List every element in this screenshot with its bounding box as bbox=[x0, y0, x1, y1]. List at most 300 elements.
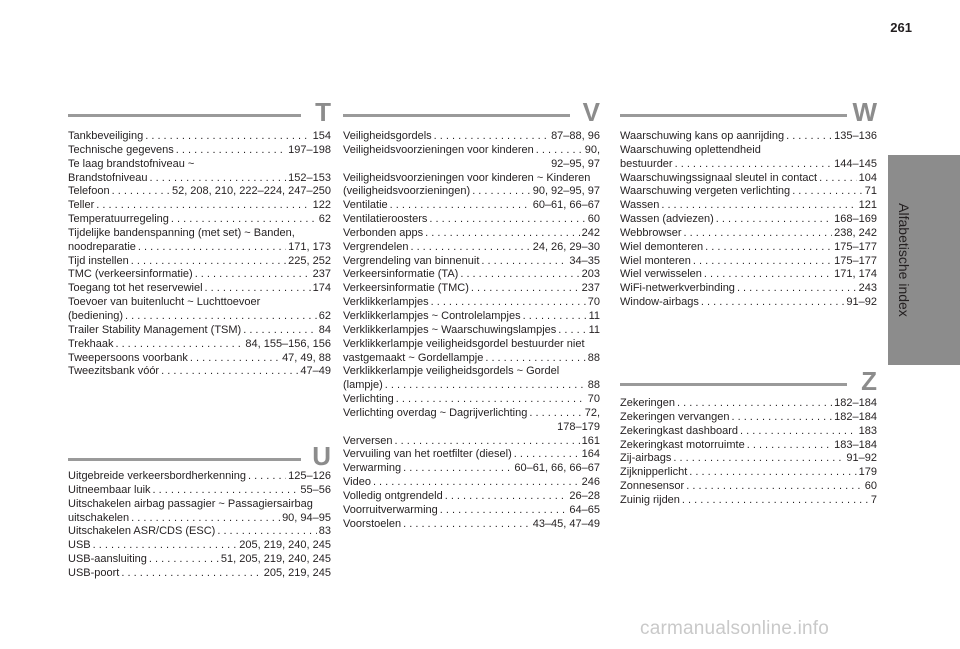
index-entry bbox=[343, 268, 600, 282]
dot-leader bbox=[677, 397, 832, 411]
entry-row bbox=[68, 130, 331, 144]
entry-text: Toegang tot het reservewiel bbox=[68, 282, 203, 295]
section-letter: V bbox=[582, 97, 600, 127]
page-number: 261 bbox=[890, 20, 912, 35]
entry-row bbox=[620, 158, 877, 172]
dot-leader bbox=[96, 199, 310, 213]
dot-leader bbox=[431, 296, 586, 310]
entry-row bbox=[343, 504, 600, 518]
entry-pages: 84 bbox=[318, 323, 331, 336]
dot-leader bbox=[686, 480, 863, 494]
index-entry bbox=[343, 324, 600, 338]
entry-text: Veiligheidsvoorzieningen voor kinderen ~ Kinderen bbox=[343, 171, 591, 184]
entry-row bbox=[620, 199, 877, 213]
entry-pages: 47, 49, 88 bbox=[282, 351, 331, 364]
entry-pages: 243 bbox=[858, 282, 877, 295]
entry-text: Voorstoelen bbox=[343, 517, 402, 530]
index-entry bbox=[620, 397, 877, 411]
entry-text: Veiligheidsgordels bbox=[343, 130, 432, 142]
entry-text: vastgemaakt ~ Gordellampje bbox=[343, 351, 484, 364]
entry-text: Trailer Stability Management (TSM) bbox=[68, 323, 242, 336]
entry-row bbox=[343, 310, 600, 324]
entry-row bbox=[343, 393, 600, 407]
entry-row bbox=[620, 439, 877, 453]
entry-row bbox=[68, 553, 331, 567]
index-entry bbox=[68, 227, 331, 255]
entry-pages: 161 bbox=[581, 434, 600, 447]
dot-leader bbox=[460, 268, 579, 282]
dot-leader bbox=[536, 144, 583, 158]
entry-text: Ventilatie bbox=[343, 199, 388, 212]
dot-leader bbox=[403, 518, 531, 532]
dot-leader bbox=[819, 172, 857, 186]
entry-pages: 11 bbox=[588, 323, 600, 336]
dot-leader bbox=[786, 130, 832, 144]
dot-leader bbox=[138, 241, 286, 255]
entry-text: Tweepersoons voorbank bbox=[68, 351, 188, 364]
entry-text: Waarschuwingssignaal sleutel in contact bbox=[620, 171, 818, 184]
entry-text: USB-poort bbox=[68, 566, 120, 579]
index-entry bbox=[620, 130, 877, 144]
entry-pages: 104 bbox=[858, 171, 877, 184]
entry-pages: 171, 173 bbox=[288, 240, 331, 253]
index-entry bbox=[343, 199, 600, 213]
entry-row bbox=[343, 255, 600, 269]
entry-text: Verklikkerlampje veiligheidsgordel bestuurder niet bbox=[343, 337, 585, 350]
entry-text: Telefoon bbox=[68, 185, 110, 198]
index-entry bbox=[68, 498, 331, 526]
entry-pages: 60–61, 66, 66–67 bbox=[514, 462, 600, 475]
entry-text: Voorruitverwarming bbox=[343, 503, 438, 516]
entry-pages: 182–184 bbox=[834, 410, 877, 423]
side-tab-label-box bbox=[886, 155, 922, 365]
dot-leader bbox=[205, 282, 311, 296]
dot-leader bbox=[673, 452, 844, 466]
index-entry bbox=[343, 241, 600, 255]
entry-text: Wiel demonteren bbox=[620, 240, 704, 253]
entry-pages: 91–92 bbox=[846, 296, 877, 309]
entry-row bbox=[620, 241, 877, 255]
index-entry bbox=[343, 213, 600, 227]
entry-row bbox=[620, 466, 877, 480]
dot-leader bbox=[171, 213, 317, 227]
index-entry bbox=[620, 466, 877, 480]
index-entry bbox=[68, 338, 331, 352]
section-header-w bbox=[620, 99, 877, 125]
index-entry bbox=[620, 185, 877, 199]
dot-leader bbox=[792, 185, 863, 199]
dot-leader bbox=[373, 476, 580, 490]
entry-row bbox=[343, 213, 600, 227]
entry-row bbox=[343, 227, 600, 241]
index-entry bbox=[620, 282, 877, 296]
entry-pages: 154 bbox=[312, 130, 331, 142]
index-entry bbox=[68, 553, 331, 567]
entry-pages: 71 bbox=[864, 185, 877, 198]
entry-pages: 183–184 bbox=[834, 438, 877, 451]
index-entry bbox=[68, 213, 331, 227]
dot-leader bbox=[693, 255, 832, 269]
section-letter: T bbox=[315, 97, 331, 127]
dot-leader bbox=[675, 158, 833, 172]
entry-text: noodreparatie bbox=[68, 240, 136, 253]
index-entry bbox=[68, 324, 331, 338]
entry-text: Verlichting bbox=[343, 393, 394, 406]
entries-z bbox=[620, 397, 877, 508]
entry-text: uitschakelen bbox=[68, 511, 130, 524]
dot-leader bbox=[396, 393, 586, 407]
index-entry bbox=[68, 255, 331, 269]
entry-pages: 175–177 bbox=[834, 254, 877, 267]
entry-pages: 179 bbox=[858, 466, 877, 479]
side-tab-label: Alfabetische index bbox=[896, 203, 913, 317]
index-entry bbox=[620, 425, 877, 439]
dot-leader bbox=[390, 199, 531, 213]
dot-leader bbox=[429, 213, 585, 227]
entry-row bbox=[343, 352, 600, 366]
entry-row bbox=[68, 199, 331, 213]
entry-text: Verlichting overdag ~ Dagrijverlichting bbox=[343, 406, 528, 419]
index-entry bbox=[68, 484, 331, 498]
entry-text: Video bbox=[343, 476, 371, 489]
entry-pages: 88 bbox=[587, 379, 600, 392]
entry-pages: 51, 205, 219, 240, 245 bbox=[220, 553, 331, 566]
dot-leader bbox=[248, 470, 286, 484]
entries-t bbox=[68, 130, 331, 379]
entry-pages: 175–177 bbox=[834, 240, 877, 253]
entry-row bbox=[620, 172, 877, 186]
entry-row bbox=[68, 512, 331, 526]
dot-leader bbox=[131, 255, 286, 269]
entry-row bbox=[343, 379, 600, 393]
index-entry bbox=[343, 255, 600, 269]
entry-text: Webbrowser bbox=[620, 226, 682, 239]
index-entry bbox=[68, 158, 331, 186]
index-entry bbox=[343, 282, 600, 296]
entry-row bbox=[343, 518, 600, 532]
entry-pages: 238, 242 bbox=[834, 226, 877, 239]
entry-row bbox=[68, 365, 331, 379]
entry-text: Technische gegevens bbox=[68, 143, 174, 156]
entry-pages: 70 bbox=[587, 296, 600, 309]
entries-w bbox=[620, 130, 877, 310]
entry-text: Verkeersinformatie (TA) bbox=[343, 268, 459, 281]
entry-pages-continued: 92–95, 97 bbox=[551, 157, 600, 170]
index-entry bbox=[68, 282, 331, 296]
entry-pages: 24, 26, 29–30 bbox=[532, 240, 600, 253]
index-entry bbox=[343, 435, 600, 449]
entries-v bbox=[343, 130, 600, 531]
dot-leader bbox=[701, 296, 845, 310]
entry-text: Brandstofniveau bbox=[68, 171, 148, 184]
entry-text: Wiel verwisselen bbox=[620, 268, 702, 281]
section-rule bbox=[343, 114, 570, 117]
dot-leader bbox=[440, 504, 568, 518]
dot-leader bbox=[445, 490, 568, 504]
entry-text: Verbonden apps bbox=[343, 226, 424, 239]
entry-text: Te laag brandstofniveau ~ bbox=[68, 157, 195, 170]
entry-text: Vervuiling van het roetfilter (diesel) bbox=[343, 448, 512, 461]
entry-row bbox=[343, 130, 600, 144]
dot-leader bbox=[121, 567, 261, 581]
entry-row bbox=[620, 494, 877, 508]
entry-text: Vergrendelen bbox=[343, 240, 409, 253]
entry-text: Zuinig rijden bbox=[620, 493, 680, 506]
index-entry bbox=[343, 518, 600, 532]
dot-leader bbox=[403, 462, 512, 476]
entry-row bbox=[620, 130, 877, 144]
entry-pages: 91–92 bbox=[846, 452, 877, 465]
entry-text: Verklikkerlampjes bbox=[343, 296, 429, 309]
dot-leader bbox=[471, 282, 580, 296]
entry-row bbox=[343, 268, 600, 282]
index-entry bbox=[343, 448, 600, 462]
dot-leader bbox=[115, 338, 243, 352]
entry-pages: 90, bbox=[584, 143, 600, 156]
entry-pages: 60–61, 66–67 bbox=[532, 199, 600, 212]
dot-leader bbox=[434, 130, 549, 144]
dot-leader bbox=[153, 484, 299, 498]
entry-row bbox=[68, 213, 331, 227]
entry-text: Tijdelijke bandenspanning (met set) ~ Banden, bbox=[68, 226, 295, 239]
entry-text: Waarschuwing oplettendheid bbox=[620, 143, 761, 156]
entry-row bbox=[343, 476, 600, 490]
entry-row bbox=[343, 435, 600, 449]
entry-row bbox=[68, 255, 331, 269]
entry-row bbox=[68, 338, 331, 352]
entry-text: Zekeringkast dashboard bbox=[620, 424, 739, 437]
dot-leader bbox=[704, 268, 832, 282]
entry-pages: 87–88, 96 bbox=[551, 130, 600, 142]
dot-leader bbox=[529, 407, 582, 421]
entry-text: Tankbeveiliging bbox=[68, 130, 144, 142]
entry-pages: 64–65 bbox=[569, 503, 600, 516]
dot-leader bbox=[217, 525, 316, 539]
dot-leader bbox=[385, 379, 586, 393]
entry-row bbox=[620, 213, 877, 227]
entry-text: (veiligheidsvoorzieningen) bbox=[343, 185, 471, 198]
entry-text: Volledig ontgrendeld bbox=[343, 489, 443, 502]
index-entry bbox=[620, 296, 877, 310]
index-entry bbox=[68, 567, 331, 581]
entry-pages: 168–169 bbox=[834, 213, 877, 226]
dot-leader bbox=[149, 553, 219, 567]
entry-text: Temperatuurregeling bbox=[68, 213, 169, 226]
entry-text: Verklikkerlampjes ~ Waarschuwingslampjes bbox=[343, 323, 557, 336]
entry-pages: 83 bbox=[318, 525, 331, 538]
entry-row bbox=[343, 448, 600, 462]
entry-row bbox=[620, 425, 877, 439]
entry-pages: 43–45, 47–49 bbox=[532, 517, 600, 530]
index-entry bbox=[620, 213, 877, 227]
index-entry bbox=[620, 480, 877, 494]
entry-text: (bediening) bbox=[68, 309, 124, 322]
index-entry bbox=[620, 439, 877, 453]
index-entry bbox=[68, 199, 331, 213]
dot-leader bbox=[481, 255, 567, 269]
index-entry bbox=[620, 144, 877, 172]
entry-pages: 60 bbox=[587, 213, 600, 226]
index-entry bbox=[343, 144, 600, 172]
entry-pages: 205, 219, 240, 245 bbox=[239, 539, 331, 552]
entry-text: Uitgebreide verkeersbordherkenning bbox=[68, 470, 246, 482]
entry-text: Window-airbags bbox=[620, 296, 699, 309]
index-entry bbox=[68, 525, 331, 539]
entry-row bbox=[343, 144, 600, 158]
dot-leader bbox=[425, 227, 580, 241]
index-entry bbox=[620, 199, 877, 213]
entry-row bbox=[620, 185, 877, 199]
entry-row bbox=[68, 144, 331, 158]
entry-pages: 135–136 bbox=[834, 130, 877, 142]
index-entry bbox=[68, 144, 331, 158]
entry-pages: 197–198 bbox=[288, 143, 331, 156]
index-entry bbox=[343, 227, 600, 241]
entry-pages: 237 bbox=[581, 282, 600, 295]
entry-pages: 152–153 bbox=[288, 171, 331, 184]
entry-pages: 7 bbox=[870, 493, 877, 506]
entry-text: Tweezitsbank vóór bbox=[68, 365, 160, 378]
entry-pages: 11 bbox=[588, 309, 600, 322]
dot-leader bbox=[737, 282, 857, 296]
entry-row bbox=[68, 268, 331, 282]
entry-text: Wiel monteren bbox=[620, 254, 691, 267]
entry-row bbox=[68, 525, 331, 539]
entry-pages: 72, bbox=[584, 406, 600, 419]
entry-text: Waarschuwing kans op aanrijding bbox=[620, 130, 785, 142]
index-entry bbox=[68, 539, 331, 553]
dot-leader bbox=[747, 439, 832, 453]
section-header-v bbox=[343, 99, 600, 125]
dot-leader bbox=[150, 172, 287, 186]
index-entry bbox=[620, 452, 877, 466]
section-header-u bbox=[68, 443, 331, 469]
index-entry bbox=[620, 494, 877, 508]
entry-row bbox=[620, 397, 877, 411]
section-rule bbox=[68, 458, 301, 461]
index-entry bbox=[343, 172, 600, 200]
entry-text: Verwarming bbox=[343, 462, 402, 475]
entry-row bbox=[343, 241, 600, 255]
entry-pages: 242 bbox=[581, 226, 600, 239]
entry-row bbox=[343, 282, 600, 296]
entry-text: Zijknipperlicht bbox=[620, 466, 688, 479]
entry-text: Waarschuwing vergeten verlichting bbox=[620, 185, 791, 198]
entry-pages: 122 bbox=[312, 199, 331, 212]
entry-row bbox=[343, 185, 600, 199]
dot-leader bbox=[93, 539, 238, 553]
index-entry bbox=[68, 268, 331, 282]
dot-leader bbox=[684, 227, 833, 241]
entries-u bbox=[68, 470, 331, 581]
section-letter: U bbox=[312, 441, 331, 471]
entry-row bbox=[343, 296, 600, 310]
index-entry bbox=[68, 296, 331, 324]
dot-leader bbox=[161, 365, 298, 379]
dot-leader bbox=[705, 241, 832, 255]
index-entry bbox=[343, 365, 600, 393]
entry-pages: 60 bbox=[864, 480, 877, 493]
entry-pages: 125–126 bbox=[288, 470, 331, 482]
entry-pages: 171, 174 bbox=[834, 268, 877, 281]
index-entry bbox=[343, 310, 600, 324]
entry-pages: 62 bbox=[318, 309, 331, 322]
entry-text: Uitschakelen ASR/CDS (ESC) bbox=[68, 525, 216, 538]
entry-row bbox=[68, 241, 331, 255]
index-entry bbox=[68, 130, 331, 144]
entry-row bbox=[68, 470, 331, 484]
dot-leader bbox=[682, 494, 869, 508]
dot-leader bbox=[395, 435, 580, 449]
entry-text: Verversen bbox=[343, 434, 393, 447]
section-rule bbox=[620, 114, 847, 117]
dot-leader bbox=[195, 268, 311, 282]
section-header-t bbox=[68, 99, 331, 125]
entry-pages-continued: 178–179 bbox=[557, 420, 600, 433]
entry-row bbox=[620, 227, 877, 241]
entry-row bbox=[68, 539, 331, 553]
entry-text: (lampje) bbox=[343, 379, 383, 392]
entry-text: Zekeringen vervangen bbox=[620, 410, 730, 423]
entry-row bbox=[620, 480, 877, 494]
dot-leader bbox=[410, 241, 530, 255]
entry-row bbox=[68, 282, 331, 296]
entry-row bbox=[68, 185, 331, 199]
entry-pages: 26–28 bbox=[569, 489, 600, 502]
entry-pages: 225, 252 bbox=[288, 254, 331, 267]
dot-leader bbox=[716, 213, 832, 227]
dot-leader bbox=[558, 324, 586, 338]
entry-row bbox=[343, 407, 600, 421]
entry-pages: 34–35 bbox=[569, 254, 600, 267]
index-entry bbox=[68, 185, 331, 199]
entry-text: TMC (verkeersinformatie) bbox=[68, 268, 193, 281]
dot-leader bbox=[131, 512, 280, 526]
dot-leader bbox=[661, 199, 856, 213]
entry-text: Ventilatieroosters bbox=[343, 213, 428, 226]
entry-row bbox=[68, 172, 331, 186]
entry-row bbox=[343, 462, 600, 476]
entry-pages: 183 bbox=[858, 424, 877, 437]
entry-text: USB bbox=[68, 539, 91, 552]
entry-row bbox=[620, 268, 877, 282]
entry-text: Wassen (adviezen) bbox=[620, 213, 714, 226]
index-entry bbox=[343, 296, 600, 310]
dot-leader bbox=[125, 310, 317, 324]
entry-row bbox=[343, 324, 600, 338]
index-entry bbox=[343, 462, 600, 476]
index-entry bbox=[343, 490, 600, 504]
entry-text: Zekeringen bbox=[620, 397, 676, 409]
dot-leader bbox=[731, 411, 832, 425]
index-entry bbox=[68, 365, 331, 379]
entry-row bbox=[620, 296, 877, 310]
entry-text: Zij-airbags bbox=[620, 452, 672, 465]
entry-text: Tijd instellen bbox=[68, 254, 129, 267]
entry-pages: 246 bbox=[581, 476, 600, 489]
dot-leader bbox=[145, 130, 310, 144]
index-entry bbox=[343, 476, 600, 490]
entry-pages: 70 bbox=[587, 393, 600, 406]
index-entry bbox=[68, 470, 331, 484]
entry-text: Zekeringkast motorruimte bbox=[620, 438, 745, 451]
index-entry bbox=[620, 255, 877, 269]
entry-text: Trekhaak bbox=[68, 337, 114, 350]
entry-row bbox=[343, 490, 600, 504]
entry-pages: 62 bbox=[318, 213, 331, 226]
dot-leader bbox=[740, 425, 857, 439]
section-rule bbox=[68, 114, 301, 117]
